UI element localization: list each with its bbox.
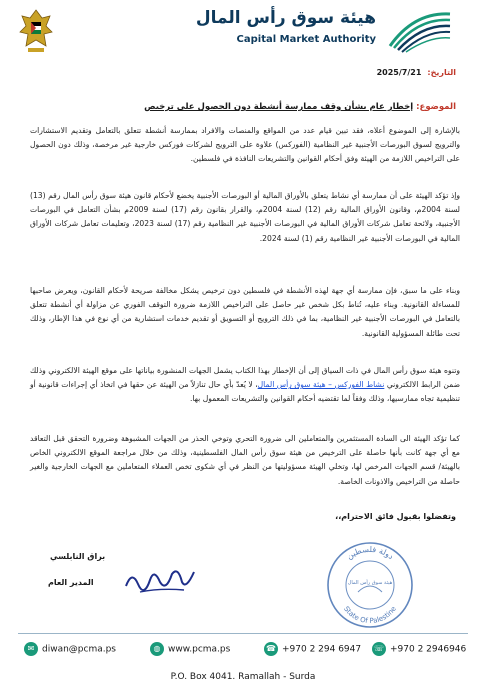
signatory-name: براق النابلسي [50, 552, 106, 561]
date-value: 2025/7/21 [376, 68, 422, 77]
subject-text: إخطار عام بشأن وقف ممارسة أنشطة دون الحصول على ترخيص [144, 102, 414, 112]
phone-icon: ☎ [264, 642, 278, 656]
footer-pobox: P.O. Box 4041. Ramallah - Surda [170, 672, 316, 682]
footer-email[interactable] [24, 642, 116, 656]
authority-logo-icon [384, 6, 456, 54]
footer-website-text: www.pcma.ps [168, 644, 231, 655]
handwritten-signature [120, 560, 200, 600]
footer-website[interactable] [150, 642, 230, 656]
letter-date [377, 68, 456, 77]
footer-divider [18, 633, 468, 634]
footer-fax-text: +970 2 2946946 [390, 644, 467, 655]
paragraph-1: بالإشارة إلى الموضوع أعلاه، فقد تبين قيام عدد من المواقع والمنصات والافراد بممارسة أنشطة تتعلق بالتعامل وتقديم الاستشارات والترويج لسوق البورصات الأجنبية غير النظامية (الفوركس) علاوة على الترويج لشركات فوركس خارجية غير مرخصة، وذلك دون الحصول على التراخيص اللازمة من الهيئة وفق أحكام القوانين والتشريعات النافذة في فلسطين. [30, 126, 460, 164]
fax-icon: ☏ [372, 642, 386, 656]
email-icon: ✉ [24, 642, 38, 656]
footer-phone[interactable] [264, 642, 361, 656]
authority-name-en: Capital Market Authority [236, 34, 376, 45]
footer-email-text: diwan@pcma.ps [42, 644, 116, 655]
paragraph-5: كما تؤكد الهيئة الى السادة المستثمرين والمتعاملين الى ضرورة التحري وتوخي الحذر من الجهات المشبوهة وضرورة التحقق قبل التعاقد مع أي جهة كانت بأنها حاصلة على الترخيص من هيئة سوق رأس المال الفلسطينية، وذلك من خلال مراجعة الموقع الالكتروني الخاص بالهيئة/ قسم الجهات المرخص لها، وتخلي الهيئة مسؤوليتها من النظر في أي شكوى تخص العملاء المتعاملين مع الجهات الخارجية والغير حاصلة من التراخيص والاذونات الخاصة. [30, 434, 460, 486]
closing-line: وتفضلوا بقبول فائق الاحترام،، [335, 512, 456, 521]
paragraph-4-text: وتنوه هيئة سوق رأس المال في ذات السياق إلى أن الإخطار بهذا الكتاب يشمل الجهات المنشورة بياناتها على موقع الهيئة الالكتروني وذلك ضمن الرابط الالكتروني [30, 366, 461, 390]
footer-fax[interactable] [372, 642, 466, 656]
letter-subject [144, 102, 456, 112]
paragraph-3: وبناء على ما سبق، فإن ممارسة أي جهة لهذه الأنشطة في فلسطين دون ترخيص يشكل مخالفة صريحة لأحكام القانون، ويعرض صاحبها للمساءلة القانونية. وبناء عليه، تُناط بكل شخص غير حاصل على التراخيص اللازمة ضرورة التوقف الفوري عن مزاولة أي أنشطة تتعلق بالتعامل في البورصات الأجنبية غير النظامية، بما في ذلك الترويج أو التسويق أو تقديم خدمات استشارية من أي نوع في هذا الإطار، وذلك تحت طائلة المسؤولية القانونية. [30, 286, 460, 338]
authority-name-ar: هيئة سوق رأس المال [195, 8, 376, 28]
paragraph-4-tail: ، لا يُعدّ بأي حال تنازلاً من الهيئة عن حقها في اتخاذ أي إجراءات قانونية أو تنظيمية تجاه ممارسيها، وذلك وفقاً لما تقتضيه أحكام القوانين والتشريعات المعمول بها. [30, 380, 460, 404]
paragraph-4 [30, 364, 460, 407]
date-label: التاريخ: [427, 68, 456, 77]
contact-footer [10, 640, 476, 662]
authority-logo [182, 6, 462, 56]
stamp-text-inner: هيئة سوق رأس المال [347, 580, 393, 586]
globe-icon: ◍ [150, 642, 164, 656]
paragraph-2: وإذ تؤكد الهيئة على أن ممارسة أي نشاط يتعلق بالأوراق المالية أو البورصات الأجنبية يخضع لأحكام قانون هيئة سوق رأس المال رقم (13) لسنة 2004م، وقانون الأوراق المالية رقم (12) لسنة 2004م، والقرار بقانون رقم (17) لسنة 2009م بشأن التعامل في البورصات الأجنبية، ولائحة تعامل شركات الأوراق المالية في البورصات الأجنبية غير النظامية رقم (17) لسنة 2023، وتعليمات تعامل شركات الأوراق المالية في البورصات الأجنبية غير النظامية رقم (1) لسنة 2024. [30, 191, 460, 243]
letterhead [0, 0, 486, 62]
stamp-text-ar: دولة فلسطين [345, 544, 396, 562]
subject-label: الموضوع: [416, 102, 456, 112]
stamp-text-en: State Of Palestine [342, 604, 398, 626]
forex-link[interactable]: نشاط الفوركس – هيئة سوق رأس المال [257, 380, 385, 390]
palestine-emblem-icon [16, 6, 56, 56]
signatory-title: المدير العام [48, 578, 94, 587]
official-stamp [325, 540, 415, 630]
footer-phone-text: +970 2 294 6947 [282, 644, 362, 655]
